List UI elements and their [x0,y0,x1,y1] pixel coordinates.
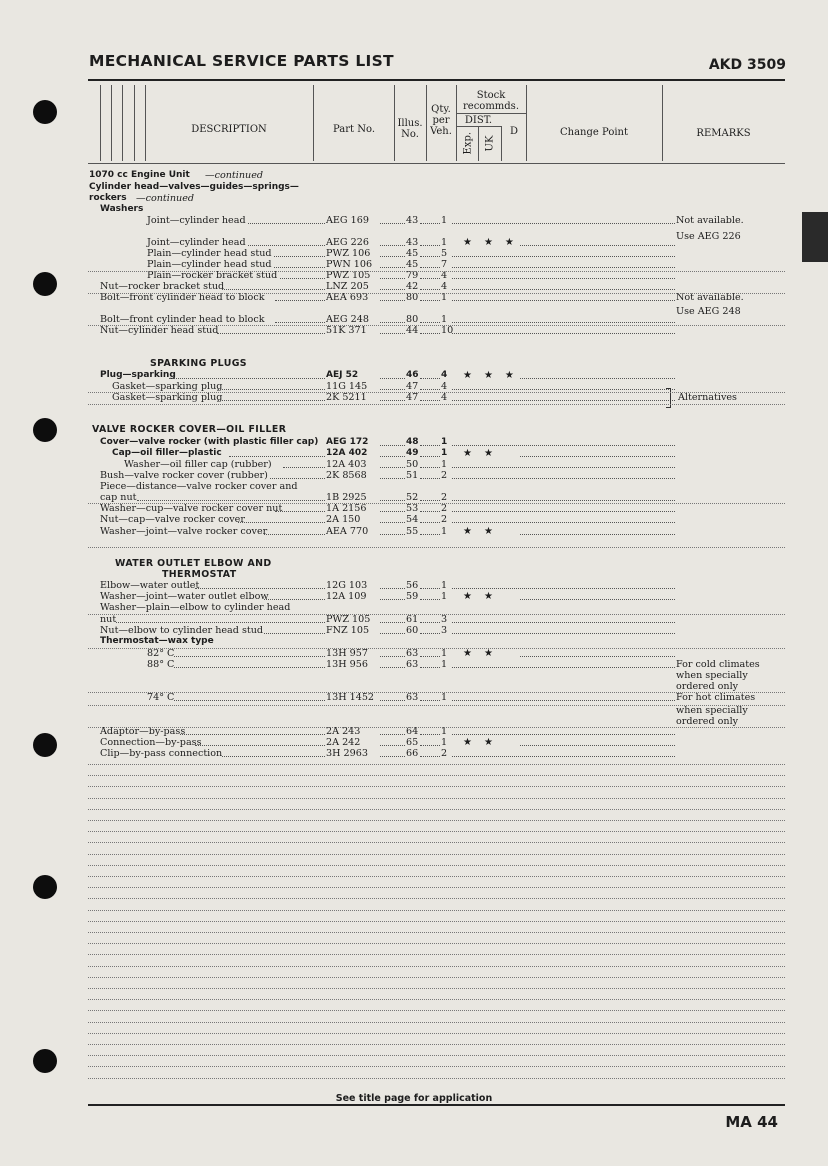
row-qty: 1 [441,726,448,737]
row-part-no: 2A 243 [326,726,361,737]
table-row [0,670,828,681]
ruled-line [88,1044,785,1045]
table-row [0,681,828,692]
table-row [0,591,828,602]
row-description: SPARKING PLUGS [150,358,247,369]
ruled-line [88,854,785,855]
row-remark: Not available. [676,292,744,303]
table-row [0,358,828,369]
col-stock-2: recommds. [463,101,519,112]
table-row [0,580,828,591]
row-remark: For hot climates [676,692,756,703]
row-description: Washer—oil filler cap (rubber) [124,459,272,470]
row-part-no: 11G 145 [326,381,368,392]
table-row [0,237,828,248]
ruled-line [88,798,785,799]
row-stock-stars: ★★ [463,648,505,659]
row-part-no: PWZ 105 [326,614,371,625]
row-part-no: 13H 1452 [326,692,375,703]
row-description: Nut—cap—valve rocker cover [100,514,245,525]
row-description: nut [100,614,117,625]
ruled-line [88,988,785,989]
table-row [0,648,828,659]
row-qty: 2 [441,492,448,503]
row-description: 74° C [147,692,175,703]
row-illus-no: 56 [406,580,419,591]
table-row [0,325,828,336]
ruled-line [88,876,785,877]
table-row [0,492,828,503]
table-row [0,459,828,470]
row-qty: 10 [441,325,454,336]
ruled-line [88,1055,785,1056]
ruled-line [88,786,785,787]
table-row [0,314,828,325]
ruled-line [88,887,785,888]
row-qty: 3 [441,625,448,636]
row-remark: when specially [676,705,748,716]
ruled-line [88,999,785,1000]
row-remark: Use AEG 226 [676,231,741,242]
binder-hole [33,875,57,899]
col-uk: UK [484,135,496,152]
row-description: Cover—valve rocker (with plastic filler cap) [100,437,319,447]
row-illus-no: 47 [406,381,419,392]
ruled-line [88,325,785,326]
page-number: MA 44 [725,1113,778,1131]
table-row [0,448,828,459]
col-remarks: REMARKS [696,128,751,139]
table-row [0,381,828,392]
ruled-line [88,910,785,911]
row-illus-no: 46 [406,370,419,380]
row-qty: 1 [441,314,448,325]
row-qty: 1 [441,526,448,537]
ruled-line [88,1010,785,1011]
row-qty: 1 [441,692,448,703]
row-illus-no: 44 [406,325,419,336]
col-stock-1: Stock [476,90,506,101]
table-row [0,614,828,625]
row-part-no: AEG 172 [326,437,369,447]
table-row [0,602,828,613]
row-qty: 2 [441,470,448,481]
table-row [0,481,828,492]
row-qty: 1 [441,648,448,659]
row-illus-no: 60 [406,625,419,636]
row-qty: 4 [441,270,448,281]
row-part-no: 13H 957 [326,648,368,659]
row-part-no: 13H 956 [326,659,368,670]
row-description: Elbow—water outlet [100,580,200,591]
table-row [0,424,828,435]
col-change-point: Change Point [560,127,628,138]
ruled-line [88,954,785,955]
row-part-no: 51K 371 [326,325,367,336]
col-qty-1: Qty. [431,104,451,115]
row-description: Clip—by-pass connection [100,748,223,759]
ruled-line [88,547,785,548]
row-illus-no: 66 [406,748,419,759]
row-illus-no: 49 [406,448,419,458]
col-d: D [509,126,519,137]
row-part-no: 1B 2925 [326,492,367,503]
table-row [0,248,828,259]
row-stock-stars: ★★ [463,737,505,748]
row-qty: 4 [441,370,448,380]
table-row [0,215,828,226]
row-description: 82° C [147,648,175,659]
row-part-no: AEJ 52 [326,370,359,380]
row-illus-no: 51 [406,470,419,481]
row-description: VALVE ROCKER COVER—OIL FILLER [92,424,287,435]
table-row [0,558,828,569]
row-illus-no: 80 [406,292,419,303]
ruled-line [88,865,785,866]
row-qty: 4 [441,281,448,292]
row-description: Bolt—front cylinder head to block [100,292,265,303]
row-illus-no: 64 [406,726,419,737]
ruled-line [88,614,785,615]
row-description: Washer—cup—valve rocker cover nut [100,503,283,514]
row-qty: 2 [441,514,448,525]
table-row [0,737,828,748]
row-qty: 5 [441,248,448,259]
row-illus-no: 63 [406,648,419,659]
heading-unit: 1070 cc Engine Unit —continued [89,170,264,181]
ruled-line [88,1033,785,1034]
row-description: Adaptor—by-pass [100,726,186,737]
row-qty: 3 [441,614,448,625]
table-row [0,659,828,670]
table-row [0,514,828,525]
row-illus-no: 50 [406,459,419,470]
row-illus-no: 43 [406,237,419,248]
row-qty: 1 [441,737,448,748]
row-part-no: 12A 403 [326,459,367,470]
row-illus-no: 79 [406,270,419,281]
row-illus-no: 80 [406,314,419,325]
col-qty-3: Veh. [430,126,452,137]
ruled-line [88,921,785,922]
row-part-no: 1A 2156 [326,503,367,514]
row-illus-no: 59 [406,591,419,602]
row-qty: 1 [441,237,448,248]
table-row [0,625,828,636]
row-qty: 1 [441,292,448,303]
row-description: Plain—rocker bracket stud [147,270,278,281]
ruled-line [88,648,785,649]
row-part-no: 2K 5211 [326,392,367,403]
row-part-no: 12A 109 [326,591,367,602]
col-dist: DIST. [464,115,493,126]
row-description: cap nut [100,492,137,503]
row-part-no: AEG 248 [326,314,369,325]
table-row [0,281,828,292]
ruled-line [88,1022,785,1023]
ruled-line [88,727,785,728]
binder-hole [33,1049,57,1073]
row-description: Bush—valve rocker cover (rubber) [100,470,268,481]
row-description: Nut—elbow to cylinder head stud [100,625,264,636]
col-qty-2: per [432,115,450,126]
row-illus-no: 53 [406,503,419,514]
row-qty: 1 [441,448,448,458]
row-description: Washer—plain—elbow to cylinder head [100,602,291,613]
row-part-no: PWZ 105 [326,270,371,281]
col-part-no: Part No. [333,124,375,135]
row-qty: 4 [441,381,448,392]
row-part-no: 2K 8568 [326,470,367,481]
ruled-line [88,271,785,272]
row-remark: when specially [676,670,748,681]
col-illus-2: No. [401,129,419,140]
table-row [0,705,828,716]
table-row [0,569,828,580]
document-code: AKD 3509 [708,57,786,73]
row-remark: Use AEG 248 [676,306,741,317]
ruled-line [88,293,785,294]
row-qty: 1 [441,215,448,226]
ruled-line [88,842,785,843]
row-description: Joint—cylinder head [147,215,246,226]
row-illus-no: 61 [406,614,419,625]
row-description: Plug—sparking [100,370,176,380]
table-row [0,636,828,647]
row-description: Thermostat—wax type [100,636,214,646]
row-qty: 1 [441,659,448,670]
bottom-rule [88,1104,785,1106]
row-part-no: LNZ 205 [326,281,369,292]
row-illus-no: 65 [406,737,419,748]
ruled-line [88,392,785,393]
row-description: 88° C [147,659,175,670]
row-stock-stars: ★★ [463,526,505,537]
row-description: Nut—cylinder head stud [100,325,219,336]
row-remark: ordered only [676,716,739,727]
page-title: MECHANICAL SERVICE PARTS LIST [89,52,394,70]
row-stock-stars: ★★★ [463,370,526,381]
ruled-line [88,503,785,504]
table-row [0,748,828,759]
table-row [0,503,828,514]
table-row [0,692,828,703]
row-part-no: 12G 103 [326,580,368,591]
heading-group: Cylinder head—valves—guides—springs— [89,182,299,192]
row-stock-stars: ★★ [463,591,505,602]
binder-hole [33,100,57,124]
row-description: Gasket—sparking plug [112,381,223,392]
row-qty: 1 [441,437,448,447]
col-description: DESCRIPTION [191,124,267,135]
row-remark: ordered only [676,681,739,692]
ruled-line [88,705,785,706]
row-qty: 1 [441,459,448,470]
row-qty: 2 [441,748,448,759]
row-remark: For cold climates [676,659,760,670]
row-part-no: 3H 2963 [326,748,368,759]
ruled-line [88,943,785,944]
row-stock-stars: ★★★ [463,237,526,248]
row-qty: 1 [441,580,448,591]
table-row [0,370,828,381]
row-description: Nut—rocker bracket stud [100,281,225,292]
row-part-no: AEA 770 [326,526,369,537]
row-part-no: 12A 402 [326,448,368,458]
row-illus-no: 42 [406,281,419,292]
row-qty: 1 [441,591,448,602]
row-illus-no: 55 [406,526,419,537]
row-qty: 2 [441,503,448,514]
table-row [0,392,828,403]
row-description: Connection—by-pass [100,737,202,748]
col-illus-1: Illus. [397,118,423,129]
row-illus-no: 45 [406,259,419,270]
row-description: Piece—distance—valve rocker cover and [100,481,298,492]
row-illus-no: 63 [406,659,419,670]
row-qty: 7 [441,259,448,270]
row-description: Plain—cylinder head stud [147,248,272,259]
row-qty: 4 [441,392,448,403]
row-part-no: PWZ 106 [326,248,371,259]
row-part-no: AEA 693 [326,292,369,303]
alternatives-bracket [666,388,671,408]
col-exp: Exp. [462,131,474,155]
ruled-line [88,977,785,978]
table-row [0,259,828,270]
ruled-line [88,775,785,776]
heading-washers: Washers [100,204,144,214]
row-illus-no: 48 [406,437,419,447]
row-illus-no: 52 [406,492,419,503]
row-illus-no: 43 [406,215,419,226]
heading-group-cont: rockers —continued [89,193,195,204]
row-remark: Not available. [676,215,744,226]
row-description: Washer—joint—valve rocker cover [100,526,268,537]
row-description: Bolt—front cylinder head to block [100,314,265,325]
table-row [0,470,828,481]
row-description: WATER OUTLET ELBOW AND [115,558,272,569]
ruled-line [88,831,785,832]
row-description: Plain—cylinder head stud [147,259,272,270]
table-row [0,437,828,448]
row-description: Cap—oil filler—plastic [112,448,222,458]
ruled-line [88,692,785,693]
ruled-line [88,764,785,765]
row-illus-no: 45 [406,248,419,259]
ruled-line [88,1078,785,1079]
table-row [0,526,828,537]
ruled-line [88,820,785,821]
row-description: THERMOSTAT [162,569,237,580]
ruled-line [88,809,785,810]
row-description: Washer—joint—water outlet elbow [100,591,269,602]
row-illus-no: 47 [406,392,419,403]
row-remark: Alternatives [678,392,737,403]
ruled-line [88,1066,785,1067]
ruled-line [88,966,785,967]
row-part-no: PWN 106 [326,259,373,270]
row-description: Gasket—sparking plug [112,392,223,403]
row-description: Joint—cylinder head [147,237,246,248]
row-part-no: AEG 169 [326,215,369,226]
row-part-no: AEG 226 [326,237,369,248]
row-stock-stars: ★★ [463,448,505,459]
ruled-line [88,932,785,933]
row-illus-no: 54 [406,514,419,525]
row-part-no: FNZ 105 [326,625,370,636]
row-illus-no: 63 [406,692,419,703]
footnote: See title page for application [335,1093,493,1104]
row-part-no: 2A 242 [326,737,361,748]
ruled-line [88,898,785,899]
row-part-no: 2A 150 [326,514,361,525]
ruled-line [88,404,785,405]
